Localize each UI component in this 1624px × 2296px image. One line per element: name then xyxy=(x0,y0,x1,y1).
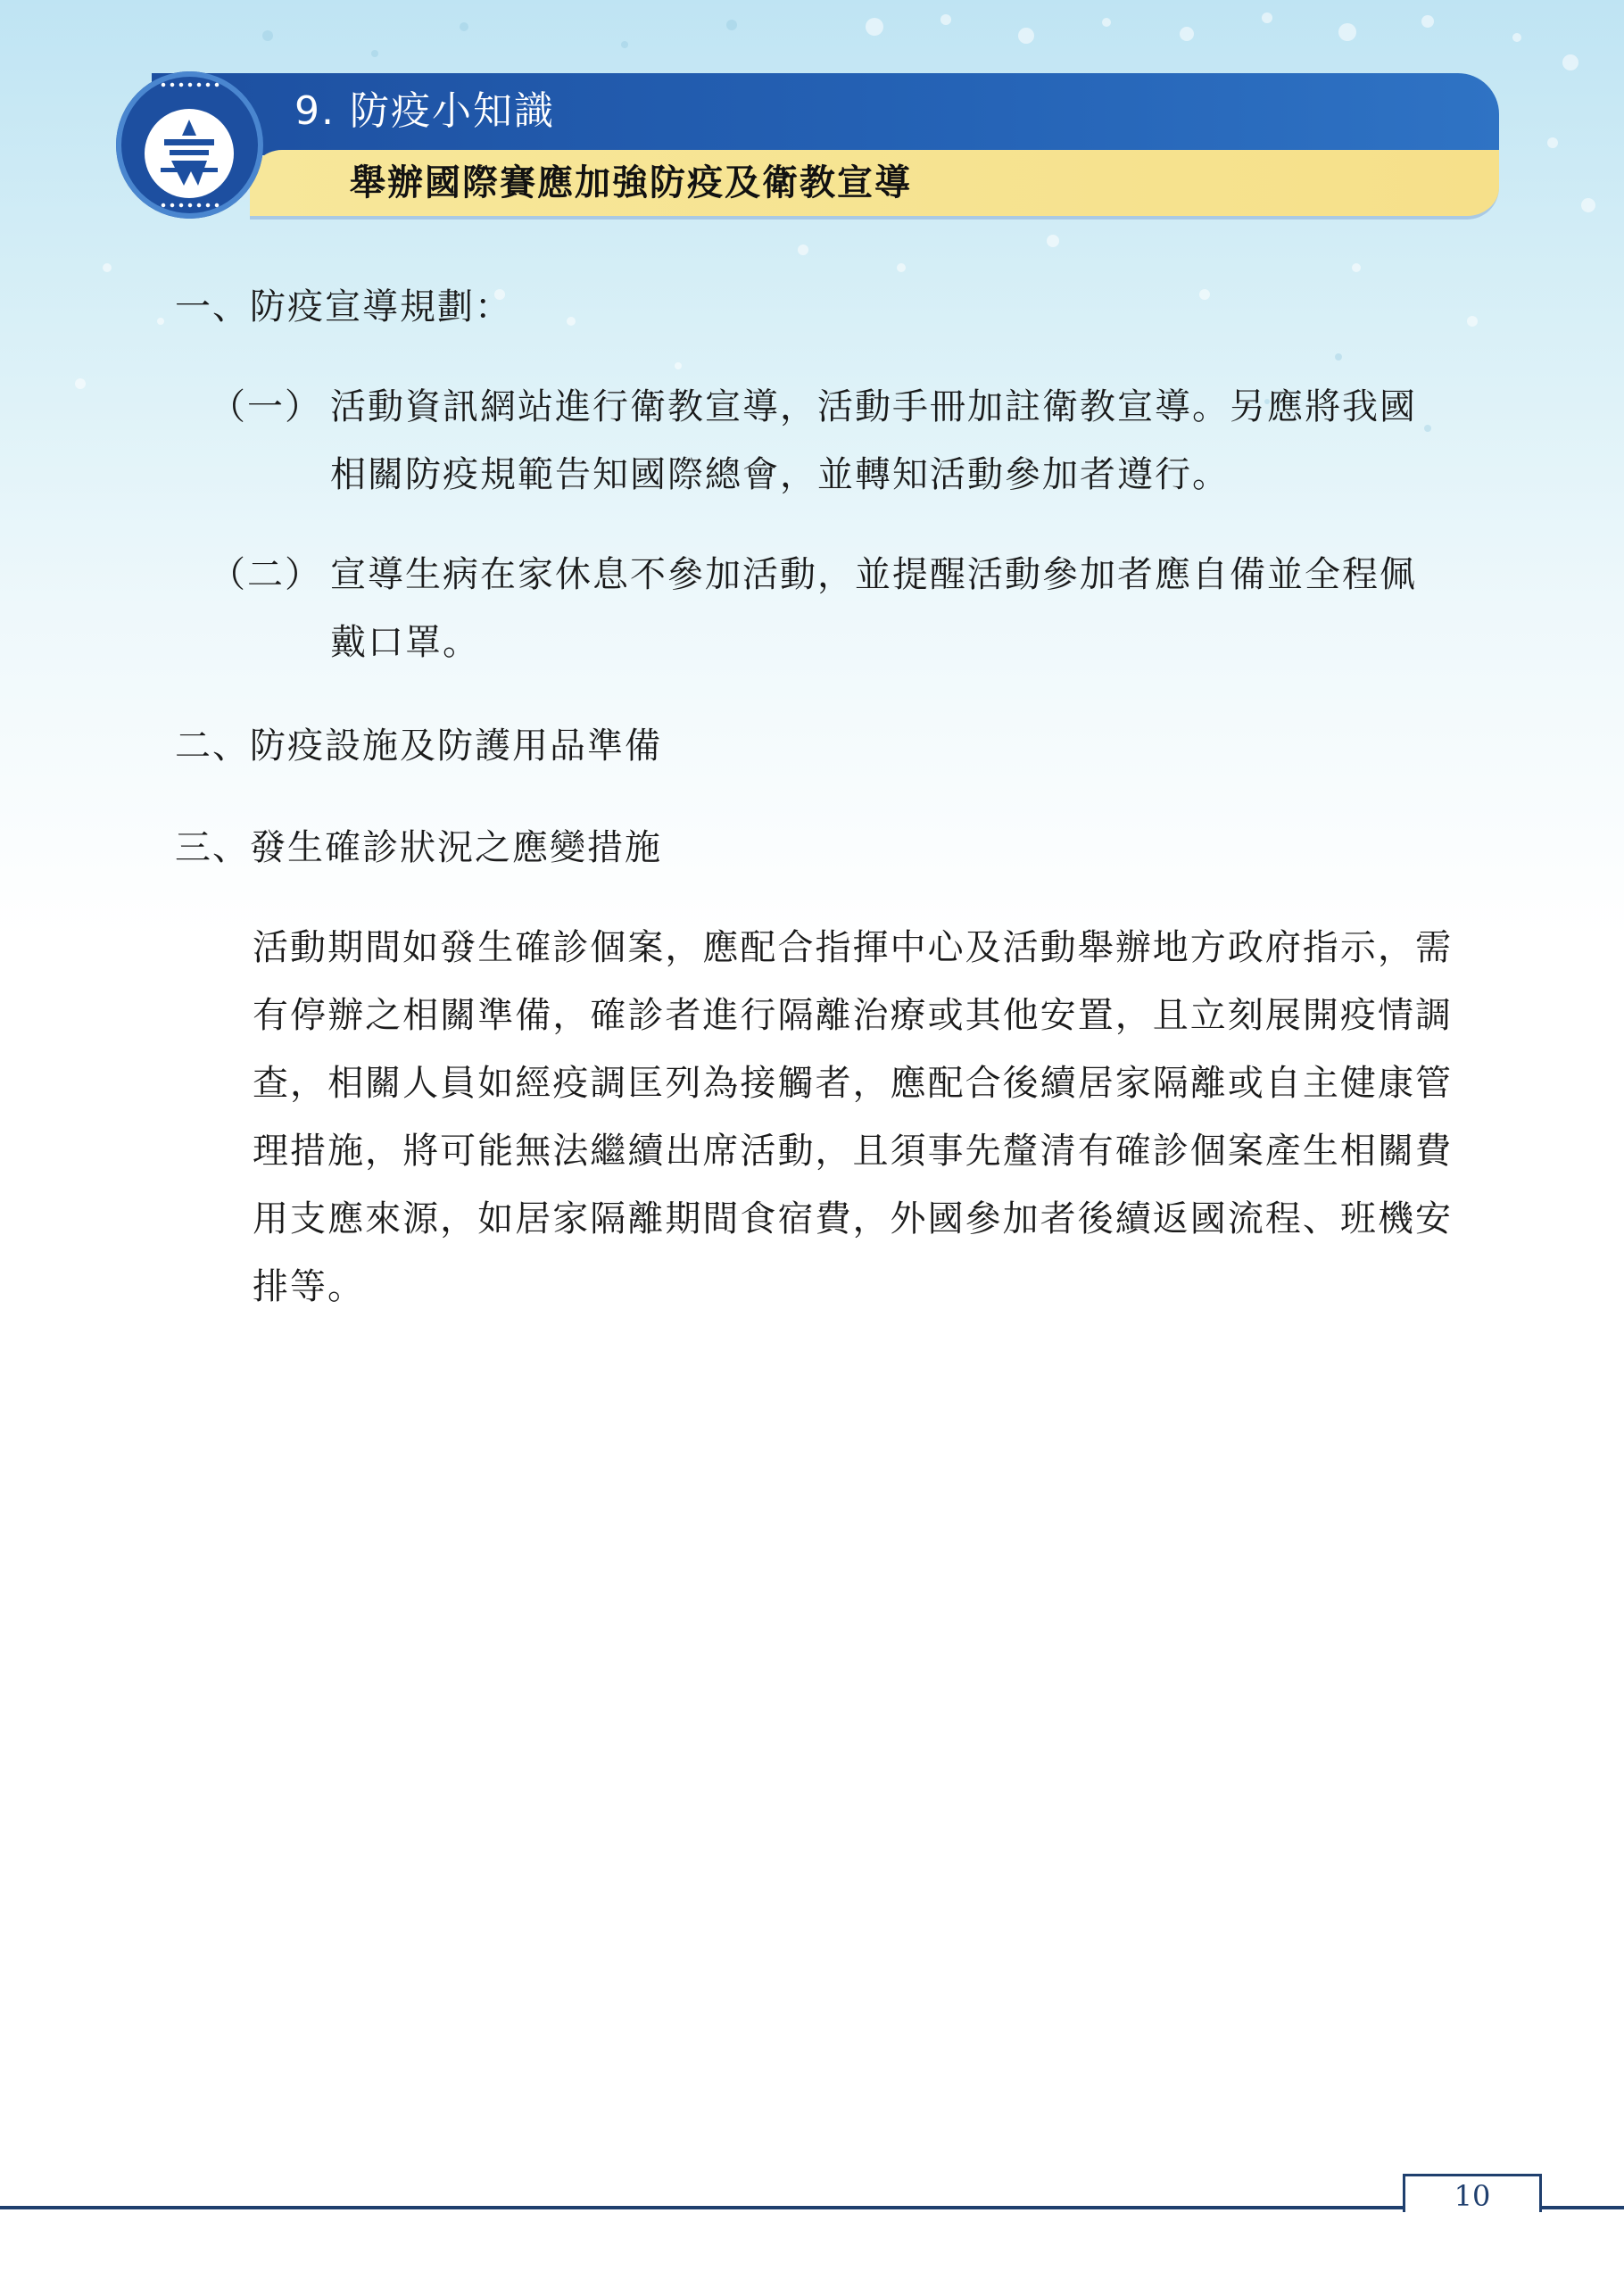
badge-dots-top xyxy=(159,82,221,87)
list-item xyxy=(210,373,1450,509)
logo-icon xyxy=(145,109,234,198)
page-title: 9. 防疫小知識 xyxy=(294,88,555,134)
list-item-text: 宣導生病在家休息不參加活動，並提醒活動參加者應自備並全程佩戴口罩。 xyxy=(330,554,1417,663)
list-item-text: 活動資訊網站進行衛教宣導，活動手冊加註衛教宣導。另應將我國相關防疫規範告知國際總會，並轉知活動參加者遵行。 xyxy=(330,386,1417,495)
header-banner xyxy=(116,71,1499,219)
section-heading-3: 三、發生確診狀況之應變措施 xyxy=(175,827,662,868)
section-heading-1: 一、防疫宣導規劃： xyxy=(175,286,512,327)
logo-badge xyxy=(116,71,263,219)
list-item-marker: （二） xyxy=(210,554,322,595)
page-number: 10 xyxy=(1403,2174,1542,2212)
section-heading-2: 二、防疫設施及防護用品準備 xyxy=(175,725,662,767)
section-paragraph: 活動期間如發生確診個案，應配合指揮中心及活動舉辦地方政府指示，需有停辦之相關準備，確診者進行隔離治療或其他安置，且立刻展開疫情調查，相關人員如經疫調匡列為接觸者，應配合後續居家隔離或自主健康管理措施，將可能無法繼續出席活動，且須事先釐清有確診個案產生相關費用支應來源，如居家隔離期間食宿費，外國參加者後續返國流程、班機安排等。 xyxy=(253,927,1453,1307)
footer-rule xyxy=(0,2206,1624,2209)
badge-dots-bottom xyxy=(159,203,221,208)
page-subtitle: 舉辦國際賽應加強防疫及衛教宣導 xyxy=(350,162,912,203)
list-item-marker: （一） xyxy=(210,386,322,427)
sports-logo-icon xyxy=(145,109,234,198)
list-item xyxy=(210,541,1450,676)
